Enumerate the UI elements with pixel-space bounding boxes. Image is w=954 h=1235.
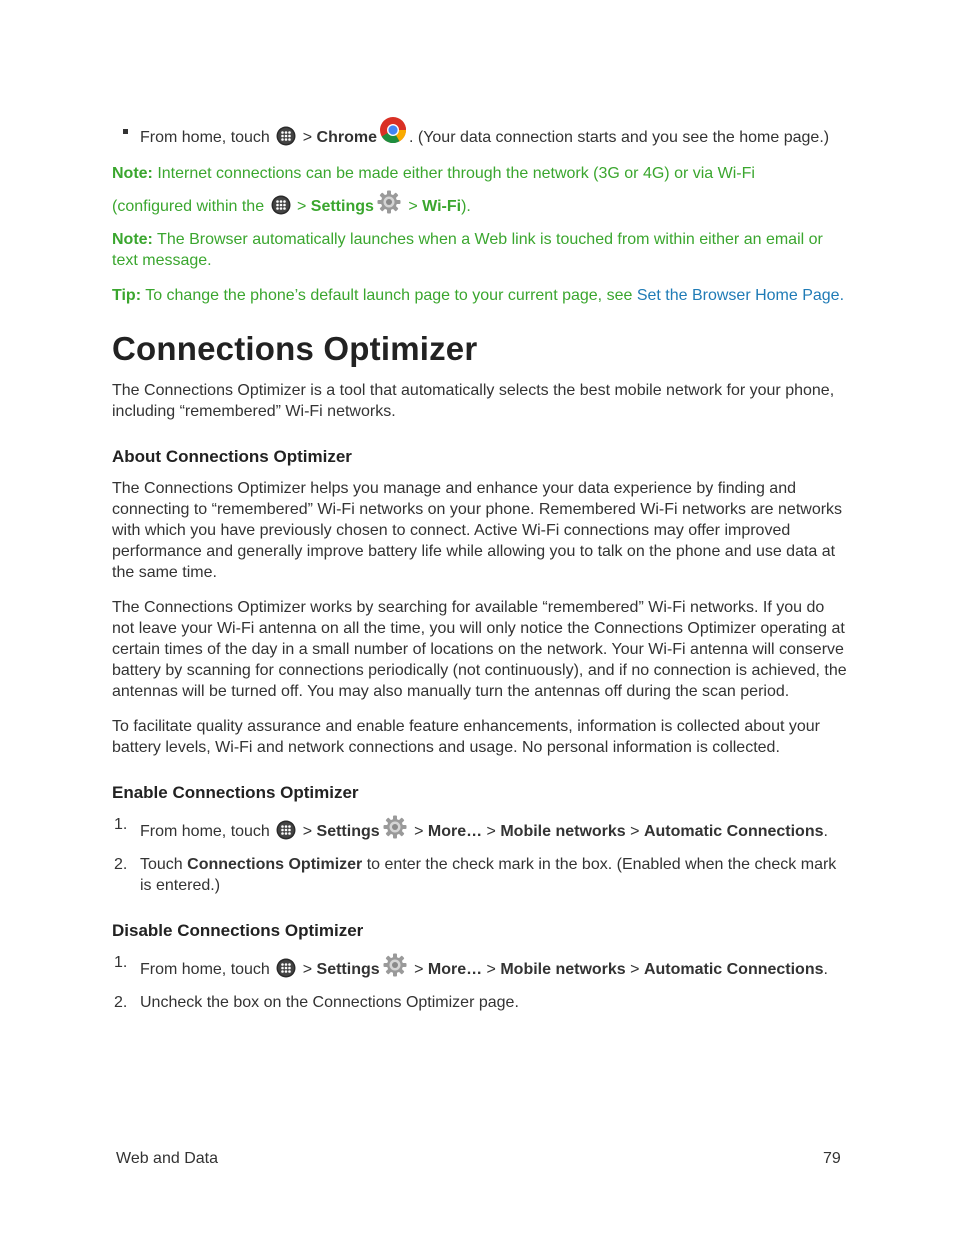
about-paragraph-2: The Connections Optimizer works by searching for available “remembered” Wi-Fi networks. If you do not leave your Wi-Fi antenna on all the time, you will only notice the Connections Optimizer operating at certain times of the day in a small number of locations on the network. Your Wi-Fi antenna will conserve battery by scanning for connections periodically (not continuously), and if no connection is achieved, the antennas will be turned off. You may also manually turn the antennas off during the scan period. (112, 599, 847, 700)
section-heading-enable: Enable Connections Optimizer (112, 783, 359, 802)
disable-steps (112, 952, 848, 1013)
about-paragraph-3: To facilitate quality assurance and enable feature enhancements, information is collected about your battery levels, Wi-Fi and network connections and usage. No personal information is collected. (112, 718, 820, 756)
enable-steps (112, 814, 848, 896)
list-item: 1. From home, touch > Settings > More… > Mobile networks > Automatic Connections. (114, 954, 828, 978)
page-content (112, 116, 848, 1013)
footer-page-number: 79 (823, 1150, 841, 1167)
bullet-marker (123, 129, 128, 134)
tip-label: Tip: (112, 287, 142, 304)
chrome-label: Chrome (316, 129, 377, 146)
list-item: 1. From home, touch > Settings > More… > Mobile networks > Automatic Connections. (114, 816, 828, 840)
chrome-icon (379, 116, 407, 144)
intro-paragraph: The Connections Optimizer is a tool that automatically selects the best mobile network for your phone, including “remembered” Wi-Fi networks. (112, 382, 835, 420)
apps-grid-icon (276, 958, 296, 978)
note-label: Note: (112, 231, 153, 248)
note-browser: Note: The Browser automatically launches when a Web link is touched from within either an email or text message. (112, 231, 823, 269)
section-heading-about: About Connections Optimizer (112, 447, 352, 466)
page-title: Connections Optimizer (112, 330, 478, 367)
browser-home-page-link[interactable]: Set the Browser Home Page (636, 287, 840, 304)
list-item: 2. Touch Connections Optimizer to enter the check mark in the box. (Enabled when the check mark is entered.) (114, 856, 837, 894)
note-label: Note: (112, 165, 153, 182)
about-paragraph-1: The Connections Optimizer helps you manage and enhance your data experience by finding and connecting to “remembered” Wi-Fi networks on your phone. Remembered Wi-Fi networks are networks with which you have previously chosen to connect. Active Wi-Fi connections may offer improved performance and generally improve battery life while allowing you to talk on the phone and use data at the same time. (112, 480, 843, 581)
footer-section-name: Web and Data (116, 1150, 218, 1167)
list-item: 2. Uncheck the box on the Connections Optimizer page. (114, 994, 519, 1011)
tip-launch-page: Tip: To change the phone’s default launch page to your current page, see Set the Browser Home Page. (112, 287, 845, 304)
apps-grid-icon (271, 195, 291, 215)
apps-grid-icon (276, 820, 296, 840)
section-heading-disable: Disable Connections Optimizer (112, 921, 364, 940)
settings-gear-icon (382, 952, 408, 978)
settings-gear-icon (382, 814, 408, 840)
intro-bullet: From home, touch > Chrome . (Your data connection starts and you see the home page.) (112, 116, 848, 153)
note-connections: Note: Internet connections can be made either through the network (3G or 4G) or via Wi-Fi (configured within the > Settings > Wi-Fi). (112, 165, 755, 215)
apps-grid-icon (276, 126, 296, 146)
settings-gear-icon (376, 189, 402, 215)
